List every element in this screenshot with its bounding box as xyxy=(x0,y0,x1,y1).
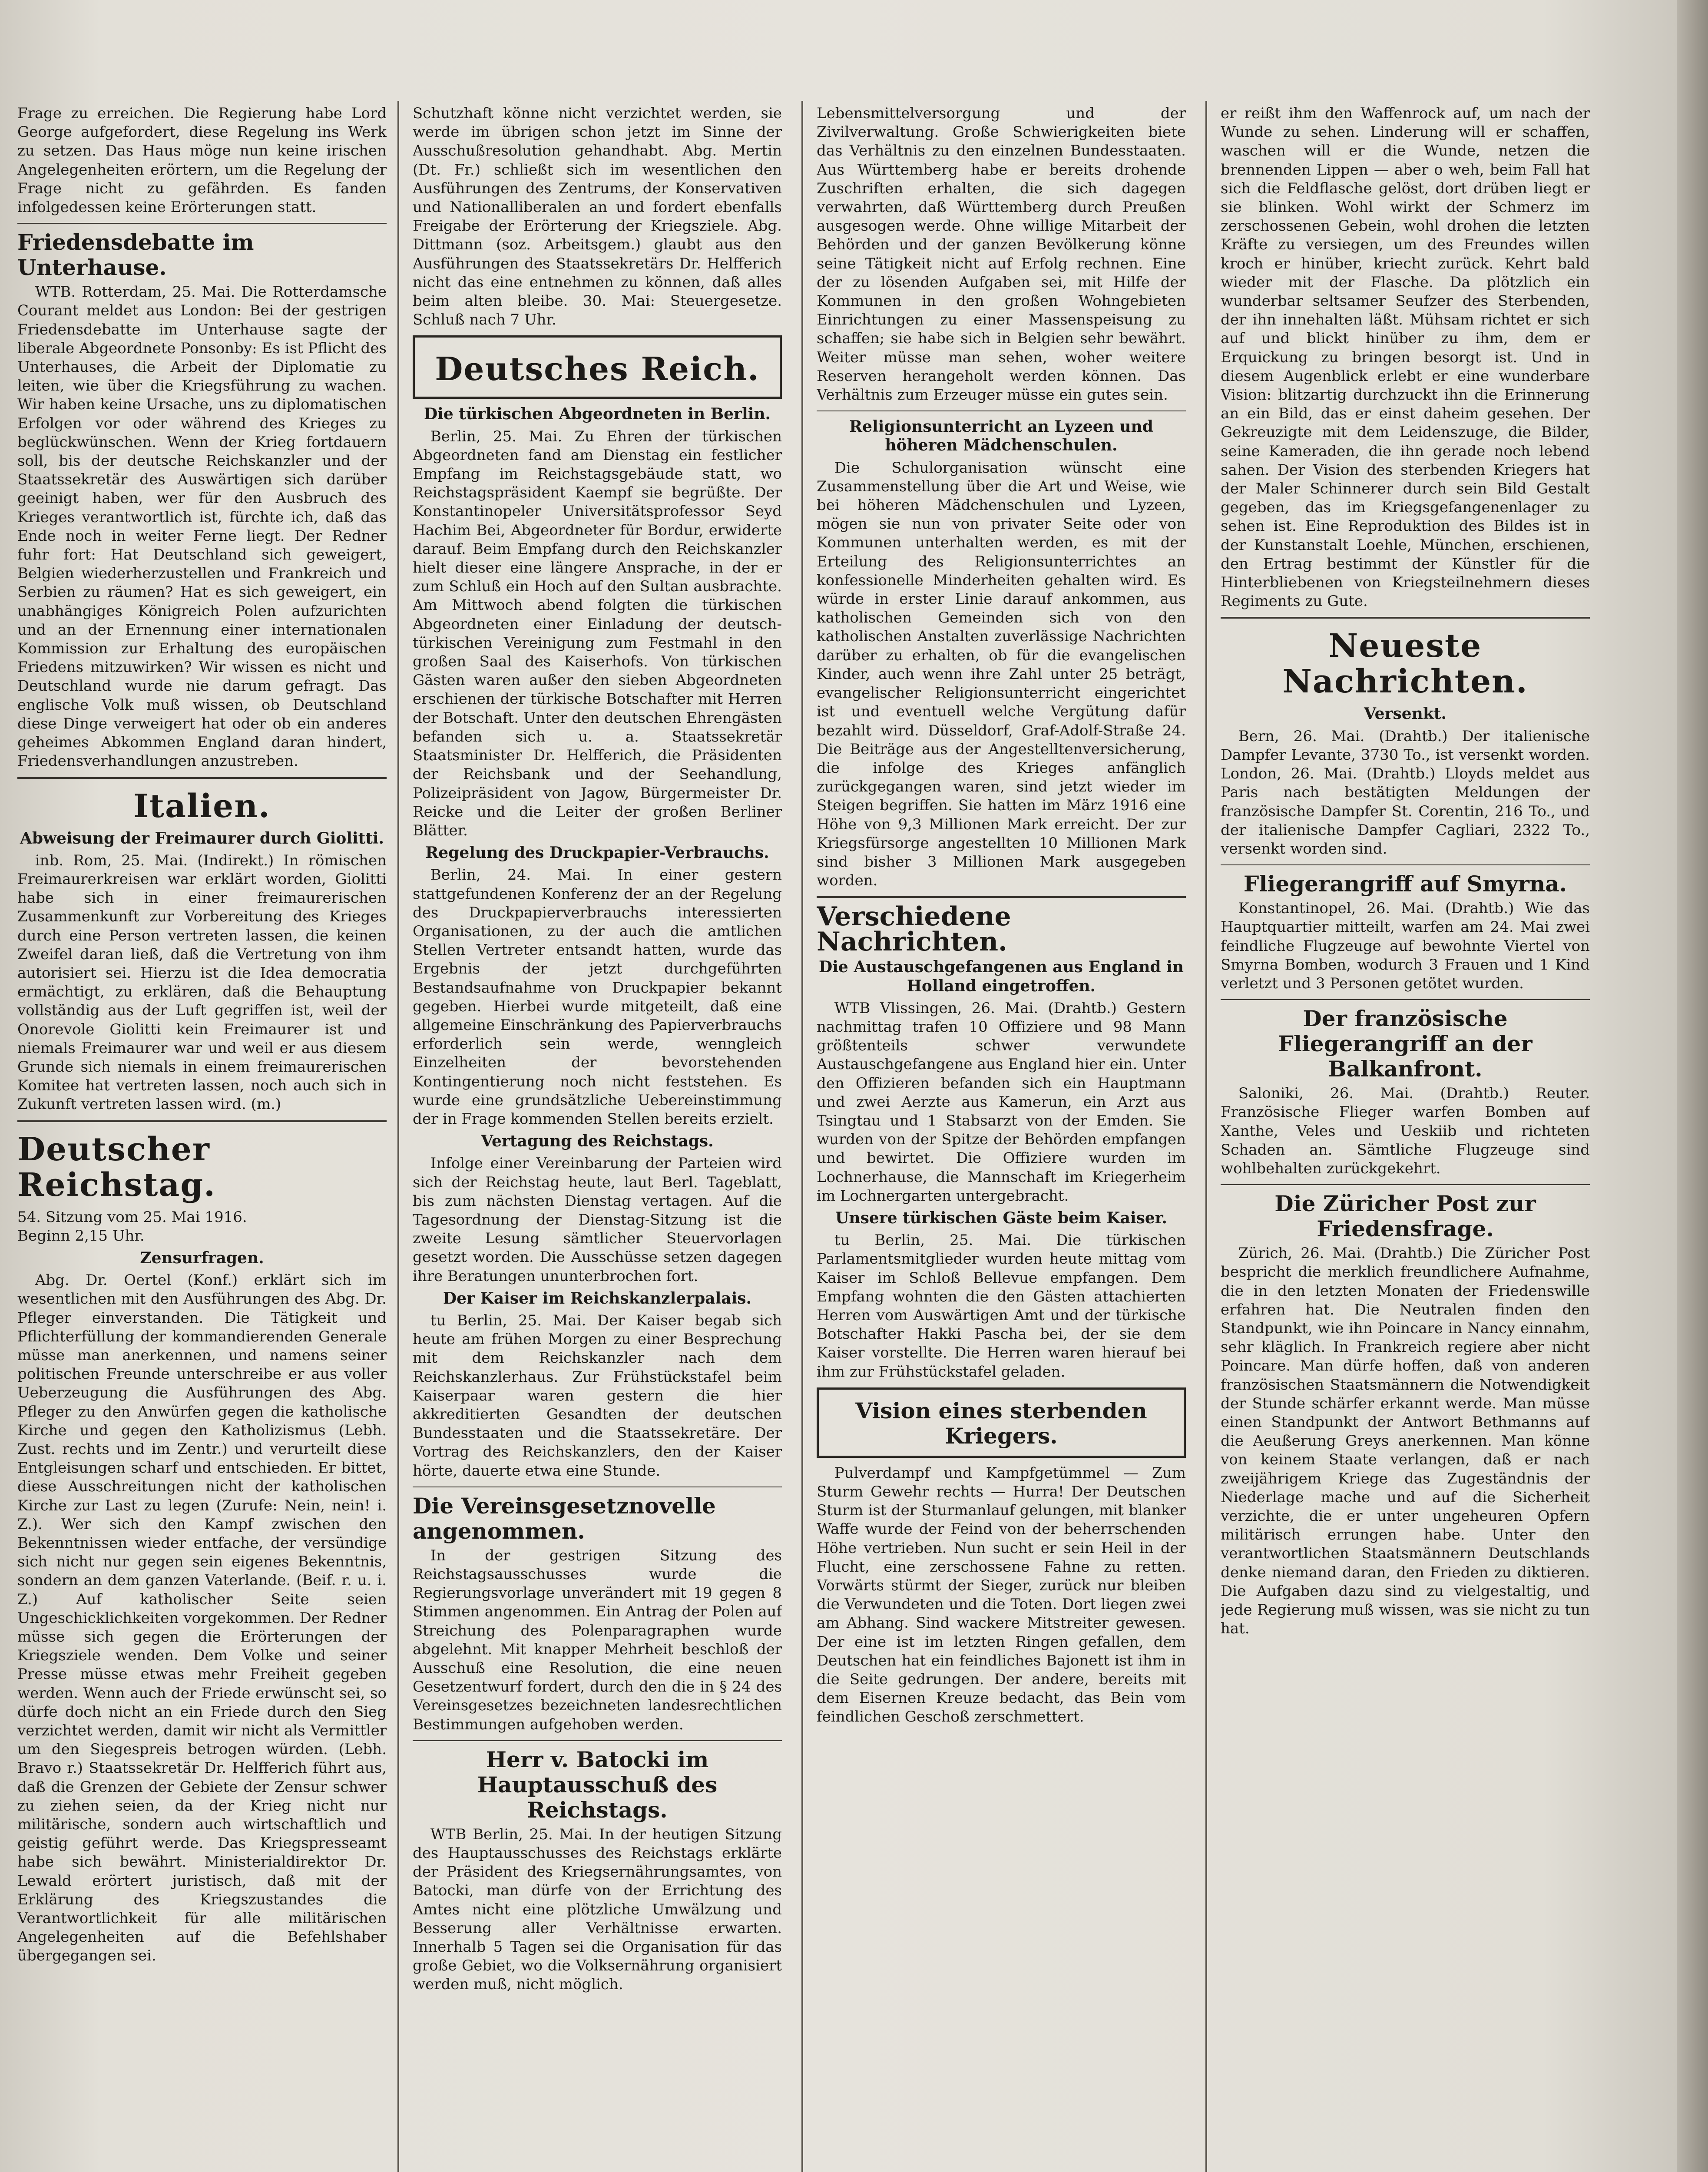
article-text: er reißt ihm den Waffenrock auf, um nach der Wunde zu sehen. Linderung will er schaffen, waschen will er die Wunde, netzen die brennenden Lippen — aber o weh, beim Fall hat sich die Feldflasche gelöst, dort drüben liegt er sie blinken. Wohl wirkt der Schmerz im zerschossenen Gebein, wohl drohen die letzten Kräfte zu versiegen, um des Freundes willen kroch er hinüber, kriecht zurück. Kehrt bald wieder mit der Flasche. Da plötzlich ein wunderbar seltsamer Seufzer des Sterbenden, der ihn innehalten läßt. Mühsam richtet er sich auf und blickt hinüber zu ihm, dem er Erquickung zu bringen besorgt ist. Und in diesem Augenblick erlebt er eine wunderbare Vision: blitzartig durchzuckt ihn die Erinnerung an ein Bild, das er einst daheim gesehen. Der Gekreuzigte mit dem Leidenszuge, die Bilder, seine Kameraden, die ihn gerade noch lebend sahen. Der Vision des sterbenden Kriegers hat der Maler Schinnerer durch sein Bild Gestalt gegeben, das im Kriegsgefangenenlager zu sehen ist. Eine Reproduktion des Bildes ist in der Kunstanstalt Loehle, München, erschienen, den Ertrag bestimmt der Künstler für die Hinterbliebenen von Kriegsteilnehmern dieses Regiments zu Gute. xyxy=(1221,105,1590,610)
article-text: Berlin, 25. Mai. Zu Ehren der türkischen Abgeordneten fand am Dienstag ein festlicher Empfang im Reichstagsgebäude statt, wo Reichstagspräsident Kaempf sie begrüßte. Der Konstantinopeler Universitätsprofessor Seyd Hachim Bei, Abgeordneter für Bordur, erwiderte darauf. Beim Empfang durch den Reichskanzler hielt dieser eine längere Ansprache, in der er zum Schluß ein Hoch auf den Sultan ausbrachte. Am Mittwoch abend folgten die türkischen Abgeordneten einer Einladung der deutsch-türkischen Vereinigung zum Festmahl in den großen Saal des Kaiserhofs. Von türkischen Gästen waren außer den sieben Abgeordneten erschienen der türkische Botschafter mit Herren der Botschaft. Unter den deutschen Ehrengästen befanden sich u. a. Staatssekretär Staatsminister Dr. Helfferich, die Präsidenten der Reichsbank und der Seehandlung, Polizeipräsident von Jagow, Bürgermeister Dr. Reicke und die Leiter der großen Berliner Blätter. xyxy=(413,427,782,839)
article-subheading: Zensurfragen. xyxy=(140,1248,264,1267)
article-text: Berlin, 24. Mai. In einer gestern stattgefundenen Konferenz der an der Regelung des Druckpapierverbrauchs interessierten Organisationen, zu der auch die amtlichen Stellen Vertreter entsandt hatten, wurde das Ergebnis der jetzt durchgeführten Bestandsaufnahme von Druckpapier bekannt gegeben. Hierbei wurde mitgeteilt, daß eine allgemeine Einschränkung des Papierverbrauchs erforderlich sein werde, wenngleich Einzelheiten der bevorstehenden Kontingentierung noch nicht feststehen. Es wurde eine grundsätzliche Uebereinstimmung der in Frage kommenden Stellen bereits erzielt. xyxy=(413,866,782,1128)
article-subheading: Unsere türkischen Gäste beim Kaiser. xyxy=(835,1209,1167,1227)
column-rule xyxy=(397,101,399,2172)
article-text: tu Berlin, 25. Mai. Der Kaiser begab sich heute am frühen Morgen zu einer Besprechung mit dem Reichskanzler nach dem Reichskanzlerhaus. Zur Frühstückstafel beim Kaiserpaar waren gestern die hier akkreditierten Gesandten der deutschen Bundesstaaten und die Staatssekretäre. Der Vortrag des Reichskanzlers, den der Kaiser hörte, dauerte etwa eine Stunde. xyxy=(413,1311,782,1480)
article-text: Zürich, 26. Mai. (Drahtb.) Die Züricher Post bespricht die merklich freundlichere Aufnahme, die in den letzten Monaten der Friedenswille erfahren hat. Die Neutralen finden den Standpunkt, wie ihn Poincare in Nancy einnahm, sehr kläglich. In Frankreich regiere aber nicht Poincare. Man dürfe hoffen, daß von anderen französischen Staatsmännern die Notwendigkeit der Stunde schärfer erkannt werde. Man müsse einen Standpunkt der Antwort Bethmanns auf die Aeußerung Greys anerkennen. Man könne von keinem Staate verlangen, daß er nach zweijährigem Kriege das Zugeständnis der Niederlage mache und auf die Sicherheit verzichte, die er unter ungeheuren Opfern militärisch errungen habe. Unter den verantwortlichen Staatsmännern Deutschlands denke niemand daran, den Frieden zu diktieren. Die Aufgaben dazu sind zu vielgestaltig, und jede Regierung muß wissen, was sie nicht zu tun hat. xyxy=(1221,1245,1590,1638)
article-heading: Die Züricher Post zur Friedensfrage. xyxy=(1274,1191,1536,1242)
article-heading: Die Vereinsgesetznovelle angenommen. xyxy=(413,1493,716,1544)
article-text: Schutzhaft könne nicht verzichtet werden, sie werde im übrigen schon jetzt im Sinne der Ausschußresolution gehandhabt. Abg. Mertin (Dt. Fr.) schließt sich im wesentlichen den Ausführungen des Zentrums, der Konservativen und Nationalliberalen an und fordert ebenfalls Freigabe der Erörterung der Kriegsziele. Abg. Dittmann (soz. Arbeitsgem.) glaubt aus den Ausführungen des Staatssekretärs Dr. Helfferich nicht das eine entnehmen zu können, daß alles beim alten bleibe. 30. Mai: Steuergesetze. Schluß nach 7 Uhr. xyxy=(413,105,782,329)
article-subheading: Die türkischen Abgeordneten in Berlin. xyxy=(424,405,771,424)
section-heading: Deutsches Reich. xyxy=(435,351,760,388)
article-text: Pulverdampf und Kampfgetümmel — Zum Sturm Gewehr rechts — Hurra! Der Deutschen Sturm ist der Sturmanlauf gelungen, mit blanker Waffe wurde der Feind von der beherrschenden Höhe vertrieben. Nun sucht er sein Heil in der Flucht, eine zerschossene Fahne zu retten. Vorwärts stürmt der Sieger, zurück nur bleiben die Verwundeten und die Toten. Dort liegen zwei am Abhang. Sind wackere Mitstreiter gewesen. Der eine ist im letzten Ringen gefallen, dem Deutschen hat ein feindliches Bajonett ist ihm in die Seite gedrungen. Der andere, bereits mit dem Eisernen Kreuze bedacht, das Bein vom feindlichen Geschoß zerschmettert. xyxy=(817,1464,1186,1726)
divider xyxy=(817,896,1186,898)
article-heading: Fliegerangriff auf Smyrna. xyxy=(1243,871,1567,897)
article-heading: Friedensdebatte im Unterhause. xyxy=(17,229,254,281)
article-text: Lebensmittelversorgung und der Zivilverwaltung. Große Schwierigkeiten biete das Verhältnis zu den einzelnen Bundesstaaten. Aus Württemberg habe er bereits drohende Zuschriften erhalten, die sich dagegen verwahrten, daß Württemberg durch Preußen ausgesogen werde. Ohne willige Mitarbeit der Behörden und der ganzen Bevölkerung könne seine Tätigkeit nicht auf Erfolg rechnen. Eine der zu lösenden Aufgaben sei, mit Hilfe der Kommunen in den großen Wohngebieten Einrichtungen zu einer Massenspeisung zu schaffen; sie habe sich in Belgien sehr bewährt. Weiter müsse man sehen, woher weitere Reserven herangeholt werden können. Das Verhältnis zum Erzeuger müsse ein gutes sein. xyxy=(817,105,1186,404)
column-3 xyxy=(817,104,1186,2172)
column-rule xyxy=(1205,101,1207,2172)
article-text: Konstantinopel, 26. Mai. (Drahtb.) Wie das Hauptquartier mitteilt, warfen am 24. Mai zwei feindliche Flugzeuge auf bewohnte Viertel von Smyrna Bomben, wodurch 3 Frauen und 1 Kind verletzt und 3 Personen getötet wurden. xyxy=(1221,900,1590,992)
column-1 xyxy=(17,104,387,2172)
article-heading: Religionsunterricht an Lyzeen und höheren Mädchenschulen. xyxy=(849,417,1153,455)
column-4 xyxy=(1221,104,1590,2172)
section-heading: Italien. xyxy=(133,787,271,825)
section-heading: Neueste Nachrichten. xyxy=(1282,627,1528,701)
divider xyxy=(1221,864,1590,865)
article-heading: Herr v. Batocki im Hauptausschuß des Reichstags. xyxy=(477,1746,718,1823)
article-subheading: Regelung des Druckpapier-Verbrauchs. xyxy=(425,844,769,862)
article-text: WTB Vlissingen, 26. Mai. (Drahtb.) Gestern nachmittag trafen 10 Offiziere und 98 Mann größtenteils schwer verwundete Austauschgefangene aus England hier ein. Unter den Offizieren befanden sich ein Hauptmann und zwei Aerzte aus Kamerun, ein Arzt aus Tsingtau und 1 Stabsarzt von der Emden. Sie wurden von der Spitze der Behörden empfangen und bewirtet. Die Offiziere wurden im Lochnerhause, die Mannschaft im Kriegerheim im Lochnergarten untergebracht. xyxy=(817,999,1186,1205)
section-box xyxy=(413,335,782,399)
article-text: Abg. Dr. Oertel (Konf.) erklärt sich im wesentlichen mit den Ausführungen des Abg. Dr. Pfleger einverstanden. Die Tätigkeit und Pflichterfüllung der kommandierenden Generale müsse man anerkennen, und namens seiner politischen Freunde unterschreibe er aus voller Ueberzeugung die Ausführungen des Abg. Pfleger zu den Anwürfen gegen die katholische Kirche und gegen den Katholizismus (Lebh. Zust. rechts und im Zentr.) und verurteilt diese Entgleisungen scharf und entschieden. Er bittet, diese Ausschreitungen nicht der katholischen Kirche zur Last zu legen (Zurufe: Nein, nein! i. Z.). Wer sich den Kampf zwischen den Bekenntnissen wieder entfache, der versündige sich nicht nur gegen sein eigenes Bekenntnis, sondern an dem ganzen Vaterlande. (Beif. r. u. i. Z.) Auf katholischer Seite seien Ungeschicklichkeiten vorgekommen. Der Redner müsse sich gegen die Erörterungen der Kriegsziele wenden. Dem Volke und seiner Presse müsse etwas mehr Freiheit gegeben werden. Wenn auch der Friede erwünscht sei, so dürfe doch nicht an ein Friede durch den Sieg verzichtet werden, damit wir nicht als Vermittler um den Siegespreis betrogen würden. (Lebh. Bravo r.) Staatssekretär Dr. Helfferich führt aus, daß die Grenzen der Gebiete der Zensur schwer zu ziehen seien, da der Krieg nicht nur militärische, sondern auch wirtschaftlich und geistig geführt werde. Das Kriegspresseamt habe sich bewährt. Ministerialdirektor Dr. Lewald erörtert juristisch, daß mit der Erklärung des Kriegszustandes die Verantwortlichkeit für alle militärischen Angelegenheiten auf die Befehlshaber übergegangen sei. xyxy=(17,1271,387,1965)
column-2 xyxy=(413,104,782,2172)
divider xyxy=(17,223,387,224)
divider xyxy=(17,1120,387,1122)
article-text: Die Schulorganisation wünscht eine Zusammenstellung über die Art und Weise, wie bei höheren Mädchenschulen und Lyzeen, mögen sie nun von privater Seite oder von Kommunen unterhalten werden, es mit der Erteilung des Religionsunterrichtes an konfessionelle Minderheiten gehalten wird. Es würde in erster Linie darauf ankommen, aus katholischen Gemeinden sich von den katholischen Anstalten zuverlässige Nachrichten darüber zu erhalten, ob für die evangelischen Kinder, auch wenn ihre Zahl unter 25 beträgt, evangelischer Religionsunterricht eingerichtet ist und eventuell welche Vergütung dafür bezahlt wird. Düsseldorf, Graf-Adolf-Straße 24. Die Beiträge aus der Angestelltenversicherung, die infolge des Krieges anfänglich zurückgegangen waren, sind jetzt wieder im Steigen begriffen. Sie hatten im März 1916 eine Höhe von 9,3 Millionen Mark erreicht. Der zur Kriegsfürsorge angestellten 10 Millionen Mark sind bisher 3 Millionen Mark ausgegeben worden. xyxy=(817,459,1186,890)
article-subheading: Versenkt. xyxy=(1364,705,1447,723)
page-edge xyxy=(1677,0,1708,2172)
article-text: inb. Rom, 25. Mai. (Indirekt.) In römischen Freimaurerkreisen war erklärt worden, Giolitti habe sich in einer freimaurerischen Zusammenkunft zur Vorbereitung des Krieges durch eine Person vertreten lassen, die keinen Zweifel daran ließ, daß die Vertretung von ihm autorisiert sei. Hierzu ist die Idea democratia ermächtigt, zu erklären, daß die Behauptung vollständig aus der Luft gegriffen ist, weil der Onorevole Giolitti kein Freimaurer ist und niemals Freimaurer war und weil er aus diesem Grunde sich niemals in einem freimaurerischen Komitee hat vertreten lassen, noch auch sich in Zukunft vertreten lassen wird. (m.) xyxy=(17,851,387,1113)
article-text: tu Berlin, 25. Mai. Die türkischen Parlamentsmitglieder wurden heute mittag vom Kaiser im Schloß Bellevue empfangen. Dem Empfang wohnten die den Gästen attachierten Herren vom Auswärtigen Amt und der türkische Botschafter Hakki Pascha bei, der sie dem Kaiser vorstellte. Die Herren waren hierauf bei ihm zur Frühstückstafel geladen. xyxy=(817,1232,1186,1381)
article-text: Saloniki, 26. Mai. (Drahtb.) Reuter. Französische Flieger warfen Bomben auf Xanthe, Veles und Ueskiib und richteten Schaden an. Sämtliche Flugzeuge sind wohlbehalten zurückgekehrt. xyxy=(1221,1085,1590,1177)
article-text: Frage zu erreichen. Die Regierung habe Lord George aufgefordert, diese Regelung ins Werk zu setzen. Das Haus möge nun keine irischen Angelegenheiten erörtern, um die Regelung der Frage nicht zu gefährden. Es fanden infolgedessen keine Erörterungen statt. xyxy=(17,105,387,216)
article-text: In der gestrigen Sitzung des Reichstagsausschusses wurde die Regierungsvorlage unverändert mit 19 gegen 8 Stimmen angenommen. Ein Antrag der Polen auf Streichung des Polenparagraphen wurde abgelehnt. Mit knapper Mehrheit beschloß der Ausschuß eine Resolution, die eine neuen Gesetzentwurf fordert, durch den die in § 24 des Vereinsgesetzes bezeichneten landesrechtlichen Bestimmungen aufgehoben werden. xyxy=(413,1546,782,1733)
section-heading: Verschiedene Nachrichten. xyxy=(817,901,1011,957)
session-line: 54. Sitzung vom 25. Mai 1916. xyxy=(17,1208,247,1226)
article-text: Bern, 26. Mai. (Drahtb.) Der italienische Dampfer Levante, 3730 To., ist versenkt worden. London, 26. Mai. (Drahtb.) Lloyds meldet aus Paris nach bestätigten Meldungen der französische Dampfer St. Corentin, 216 To., und der italienische Dampfer Cagliari, 2322 To., versenkt worden sind. xyxy=(1221,727,1590,858)
article-subheading: Abweisung der Freimaurer durch Giolitti. xyxy=(20,829,384,848)
feuilleton-heading: Vision eines sterbenden Kriegers. xyxy=(855,1397,1147,1449)
article-heading: Der französische Fliegerangriff an der Balkanfront. xyxy=(1278,1006,1533,1082)
article-subheading: Vertagung des Reichstags. xyxy=(481,1132,714,1151)
divider xyxy=(1221,617,1590,619)
article-subheading: Die Austauschgefangenen aus England in Holland eingetroffen. xyxy=(819,958,1184,995)
article-subheading: Der Kaiser im Reichskanzlerpalais. xyxy=(443,1289,752,1308)
divider xyxy=(413,1740,782,1741)
feuilleton-box xyxy=(817,1387,1186,1458)
divider xyxy=(17,777,387,779)
article-text: Infolge einer Vereinbarung der Parteien wird sich der Reichstag heute, laut Berl. Tageblatt, bis zum nächsten Dienstag vertagen. Auf die Tagesordnung der Dienstag-Sitzung ist die zweite Lesung sämtlicher Steuervorlagen gesetzt worden. Die Ausschüsse setzen dagegen ihre Beratungen ununterbrochen fort. xyxy=(413,1155,782,1285)
section-heading: Deutscher Reichstag. xyxy=(17,1130,216,1204)
article-text: WTB Berlin, 25. Mai. In der heutigen Sitzung des Hauptausschusses des Reichstags erklärte der Präsident des Kriegsernährungsamtes, von Batocki, man dürfe von der Errichtung des Amtes nicht eine plötzliche Umwälzung und Besserung aller Verhältnisse erwarten. Innerhalb 5 Tagen sei die Organisation für das große Gebiet, wo die Volksernährung organisiert werden muß, nicht möglich. xyxy=(413,1825,782,1993)
begin-line: Beginn 2,15 Uhr. xyxy=(17,1227,145,1245)
divider xyxy=(1221,999,1590,1000)
article-text: WTB. Rotterdam, 25. Mai. Die Rotterdamsche Courant meldet aus London: Bei der gestrigen Friedensdebatte im Unterhause sagte der liberale Abgeordnete Ponsonby: Es ist Pflicht des Unterhauses, die Arbeit der Diplomatie zu leiten, wie über die Kriegsführung zu wachen. Wir haben keine Ursache, uns zu diplomatischen Erfolgen vor oder während des Krieges zu beglückwünschen. Wenn der Krieg fortdauern soll, bis der deutsche Reichskanzler und der Staatssekretär des Auswärtigen sich darüber geeinigt haben, wer für den Ausbruch des Krieges verantwortlich ist, fürchte ich, daß das Ende noch in weiter Ferne liegt. Der Redner fuhr fort: Hat Deutschland sich geweigert, Belgien wiederherzustellen und Frankreich und Serbien zu räumen? Hat es sich geweigert, ein unabhängiges Königreich Polen aufzurichten und an der Ernennung einer internationalen Kommission zur Erhaltung des europäischen Friedens mitzuwirken? Wir wissen es nicht und Deutschland wurde nie darum gefragt. Das englische Volk muß wissen, ob Deutschland diese Dinge verweigert hat oder ob ein anderes geheimes Abkommen England daran hindert, Friedensverhandlungen anzustreben. xyxy=(17,283,387,770)
divider xyxy=(1221,1184,1590,1185)
column-rule xyxy=(801,101,803,2172)
